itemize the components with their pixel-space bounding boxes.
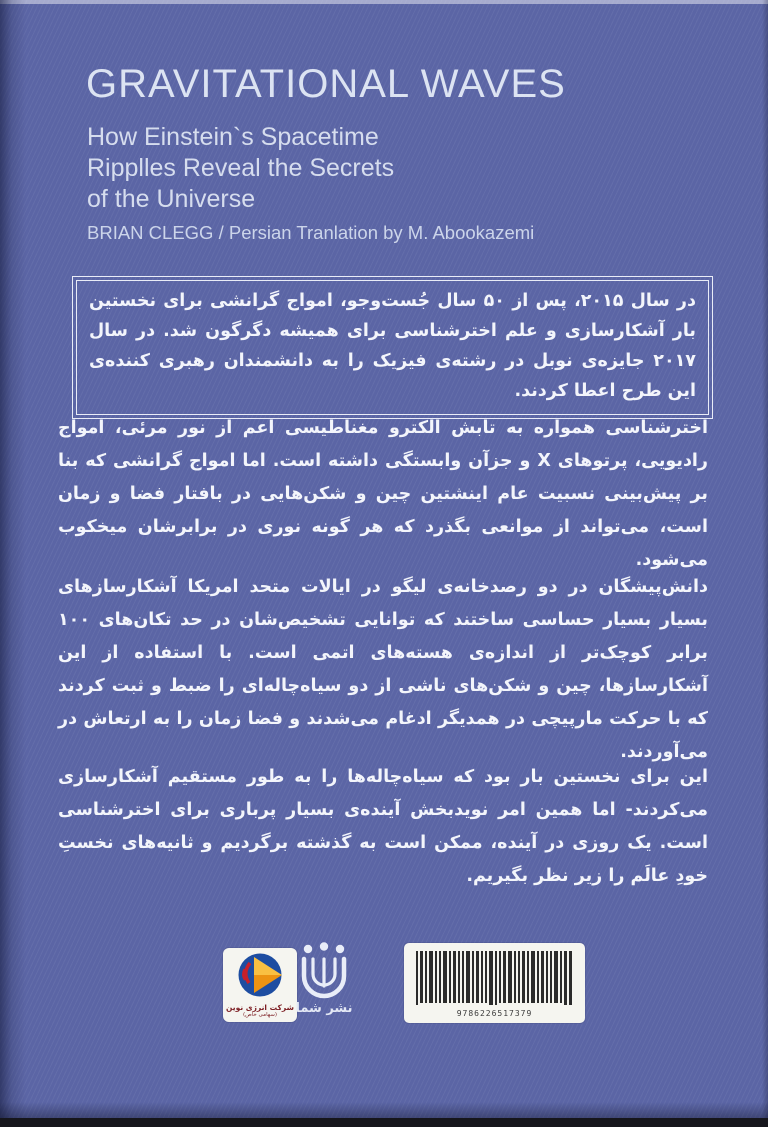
page-right-edge <box>762 0 768 1127</box>
energy-caption-line-1: شرکت انرژی نوین <box>226 1003 294 1012</box>
body-paragraph-3: این برای نخستین بار بود که سیاه‌چاله‌ها را به طور مستقیم آشکارسازی می‌کردند- اما همین امر نویدبخش آینده‌ی بسیار پرباری برای اخترشناسی است. یک روزی در آینده، ممکن است به گذشته برگردیم و ثانیه‌های نخستِ خودِ عالَم را زیر نظر بگیریم. <box>58 767 708 886</box>
intro-highlight-box <box>72 276 713 419</box>
publisher-sheen-icon <box>299 941 349 1001</box>
barcode-number: 9786226517379 <box>456 1009 533 1018</box>
page-top-edge <box>0 0 768 4</box>
page-bottom-fade <box>0 1102 768 1118</box>
intro-highlight-box-inner <box>76 280 709 415</box>
page-bottom-edge <box>0 1118 768 1127</box>
author-translator-line: BRIAN CLEGG / Persian Tranlation by M. Abookazemi <box>87 222 535 243</box>
body-paragraph-2: دانش‌پیشگان در دو رصدخانه‌ی لیگو در ایالات متحد امریکا آشکارسازهای بسیار بسیار حساسی ساختند که توانایی تشخیص‌شان در حد تکان‌های ۱۰۰ برابر کوچک‌تر از اندازه‌ی هسته‌های اتمی است. با استفاده از این آشکارسازها، چین و شکن‌های ناشی از دو سیاه‌چاله‌ای را ضبط و ثبت کردند که با حرکت مارپیچی در همدیگر ادغام می‌شدند و فضا زمان را به ارتعاش در می‌آوردند. <box>58 577 708 762</box>
energy-company-caption <box>223 1003 297 1019</box>
body-paragraph-1: اخترشناسی همواره به تابش الکترو مغناطیسی اعم از نور مرئی، امواج رادیویی، پرتوهای X و جزآن وابستگی داشته است. اما امواج گرانشی که بنا بر پیش‌بینی نسبیت عام اینشتین چین و شکن‌هایی در بافتار فضا و زمان است، می‌تواند از موانعی بگذرد که هر گونه نوری در برابرشان میخکوب می‌شود. <box>58 418 709 570</box>
book-subtitle <box>87 122 394 215</box>
book-title: GRAVITATIONAL WAVES <box>86 62 566 106</box>
subtitle-line-2: Ripplles Reveal the Secrets <box>87 154 395 182</box>
isbn-barcode <box>404 943 585 1023</box>
subtitle-line-3: of the Universe <box>87 185 256 213</box>
energy-company-logo <box>223 948 297 1022</box>
book-spine-shadow <box>0 0 26 1127</box>
energy-caption-line-2: (سهامی خاص) <box>242 1012 278 1018</box>
subtitle-line-1: How Einstein`s Spacetime <box>87 123 379 151</box>
intro-paragraph: در سال ۲۰۱۵، پس از ۵۰ سال جُست‌وجو، امواج گرانشی برای نخستین بار آشکارسازی و علم اخترشناسی برای همیشه دگرگون شد. در سال ۲۰۱۷ جایزه‌ی نوبل در رشته‌ی فیزیک را به دانشمندان رهبری کننده‌ی این طرح اعطا کردند. <box>89 291 696 401</box>
publisher-name: نشر شما <box>295 1001 353 1016</box>
